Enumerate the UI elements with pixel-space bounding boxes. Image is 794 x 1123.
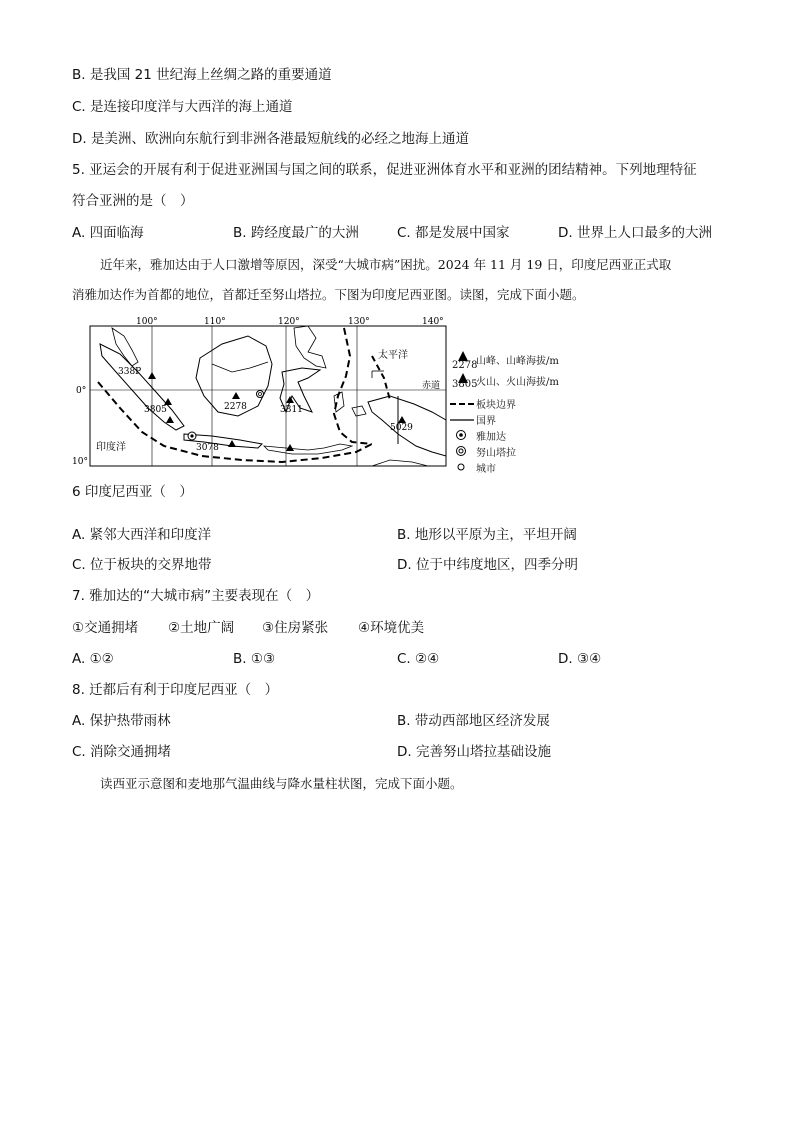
elevation-label: 3311 xyxy=(280,405,303,415)
legend-plate-icon xyxy=(450,400,474,408)
legend-volcano-text: 火山、火山海拔/m xyxy=(476,377,559,388)
q5-option-a: A. 四面临海 xyxy=(72,225,144,241)
legend-nusantara-icon xyxy=(455,445,467,457)
legend-border-icon xyxy=(450,416,474,424)
elevation-label: 3078 xyxy=(196,443,219,453)
q4-option-d: D. 是美洲、欧洲向东航行到非洲各港最短航线的必经之地海上通道 xyxy=(72,131,469,147)
q7-item-4: ④环境优美 xyxy=(358,620,425,636)
legend-plate-text: 板块边界 xyxy=(476,400,516,411)
q6-option-b: B. 地形以平原为主，平坦开阔 xyxy=(397,527,577,543)
equator-label: 赤道 xyxy=(422,381,441,391)
elevation-label: 2278 xyxy=(224,402,247,412)
intro-line1: 近年来，雅加达由于人口激增等原因，深受“大城市病”困扰。2024 年 11 月 19 日，印度尼西亚正式取 xyxy=(100,257,672,272)
q8-option-d: D. 完善努山塔拉基础设施 xyxy=(397,744,551,760)
lat-label-10: 10° xyxy=(72,457,88,467)
elevation-label: 3805 xyxy=(144,405,167,415)
q6-option-a: A. 紧邻大西洋和印度洋 xyxy=(72,527,212,543)
lon-label-130: 130° xyxy=(348,317,370,327)
indonesia-map xyxy=(72,316,572,476)
nusantara-marker xyxy=(257,391,264,398)
legend-peak-number: 2278 xyxy=(452,360,478,371)
q8-stem: 8. 迁都后有利于印度尼西亚（ ） xyxy=(72,682,279,698)
q6-option-d: D. 位于中纬度地区，四季分明 xyxy=(397,557,578,573)
lon-label-110: 110° xyxy=(204,317,226,327)
legend-volcano-number: 3805 xyxy=(452,379,478,390)
q8-option-c: C. 消除交通拥堵 xyxy=(72,744,172,760)
q8-option-a: A. 保护热带雨林 xyxy=(72,713,171,729)
legend-jakarta-icon xyxy=(455,429,467,441)
legend-peak-text: 山峰、山峰海拔/m xyxy=(476,356,559,367)
q7-item-1: ①交通拥堵 xyxy=(72,620,139,636)
lon-label-140: 140° xyxy=(422,317,444,327)
q5-option-d: D. 世界上人口最多的大洲 xyxy=(558,225,712,241)
q4-option-b: B. 是我国 21 世纪海上丝绸之路的重要通道 xyxy=(72,67,332,83)
q7-option-c: C. ②④ xyxy=(397,651,440,667)
elevation-label: 338P xyxy=(118,367,142,377)
q5-option-b: B. 跨经度最广的大洲 xyxy=(233,225,359,241)
q7-item-3: ③住房紧张 xyxy=(262,620,329,636)
q5-stem-line2: 符合亚洲的是（ ） xyxy=(72,193,194,209)
map-frame xyxy=(90,326,446,466)
q6-option-c: C. 位于板块的交界地带 xyxy=(72,557,212,573)
legend-city-icon xyxy=(455,461,467,473)
q8-option-b: B. 带动西部地区经济发展 xyxy=(397,713,550,729)
legend-border-text: 国界 xyxy=(476,416,496,427)
q7-option-d: D. ③④ xyxy=(558,651,602,667)
legend-nusantara-text: 努山塔拉 xyxy=(476,448,516,459)
q7-option-b: B. ①③ xyxy=(233,651,276,667)
q6-stem: 6 印度尼西亚（ ） xyxy=(72,484,193,500)
pacific-label: 太平洋 xyxy=(378,350,408,361)
legend-jakarta-text: 雅加达 xyxy=(476,432,506,443)
lon-label-100: 100° xyxy=(136,317,158,327)
indian-ocean-label: 印度洋 xyxy=(96,442,126,453)
outro-text: 读西亚示意图和麦地那气温曲线与降水量柱状图，完成下面小题。 xyxy=(100,776,463,791)
q4-option-c: C. 是连接印度洋与大西洋的海上通道 xyxy=(72,99,293,115)
q7-stem: 7. 雅加达的“大城市病”主要表现在（ ） xyxy=(72,588,320,604)
intro-line2: 消雅加达作为首都的地位，首都迁至努山塔拉。下图为印度尼西亚图。读图，完成下面小题。 xyxy=(72,287,585,302)
jakarta-marker-dot xyxy=(190,434,193,437)
lon-label-120: 120° xyxy=(278,317,300,327)
q5-option-c: C. 都是发展中国家 xyxy=(397,225,510,241)
lat-label-0: 0° xyxy=(76,386,87,396)
q5-stem-line1: 5. 亚运会的开展有利于促进亚洲国与国之间的联系，促进亚洲体育水平和亚洲的团结精神。下列地理特征 xyxy=(72,162,697,178)
q7-item-2: ②土地广阔 xyxy=(168,620,235,636)
legend-city-text: 城市 xyxy=(476,464,496,475)
q7-option-a: A. ①② xyxy=(72,651,114,667)
elevation-label: 5029 xyxy=(390,423,413,433)
